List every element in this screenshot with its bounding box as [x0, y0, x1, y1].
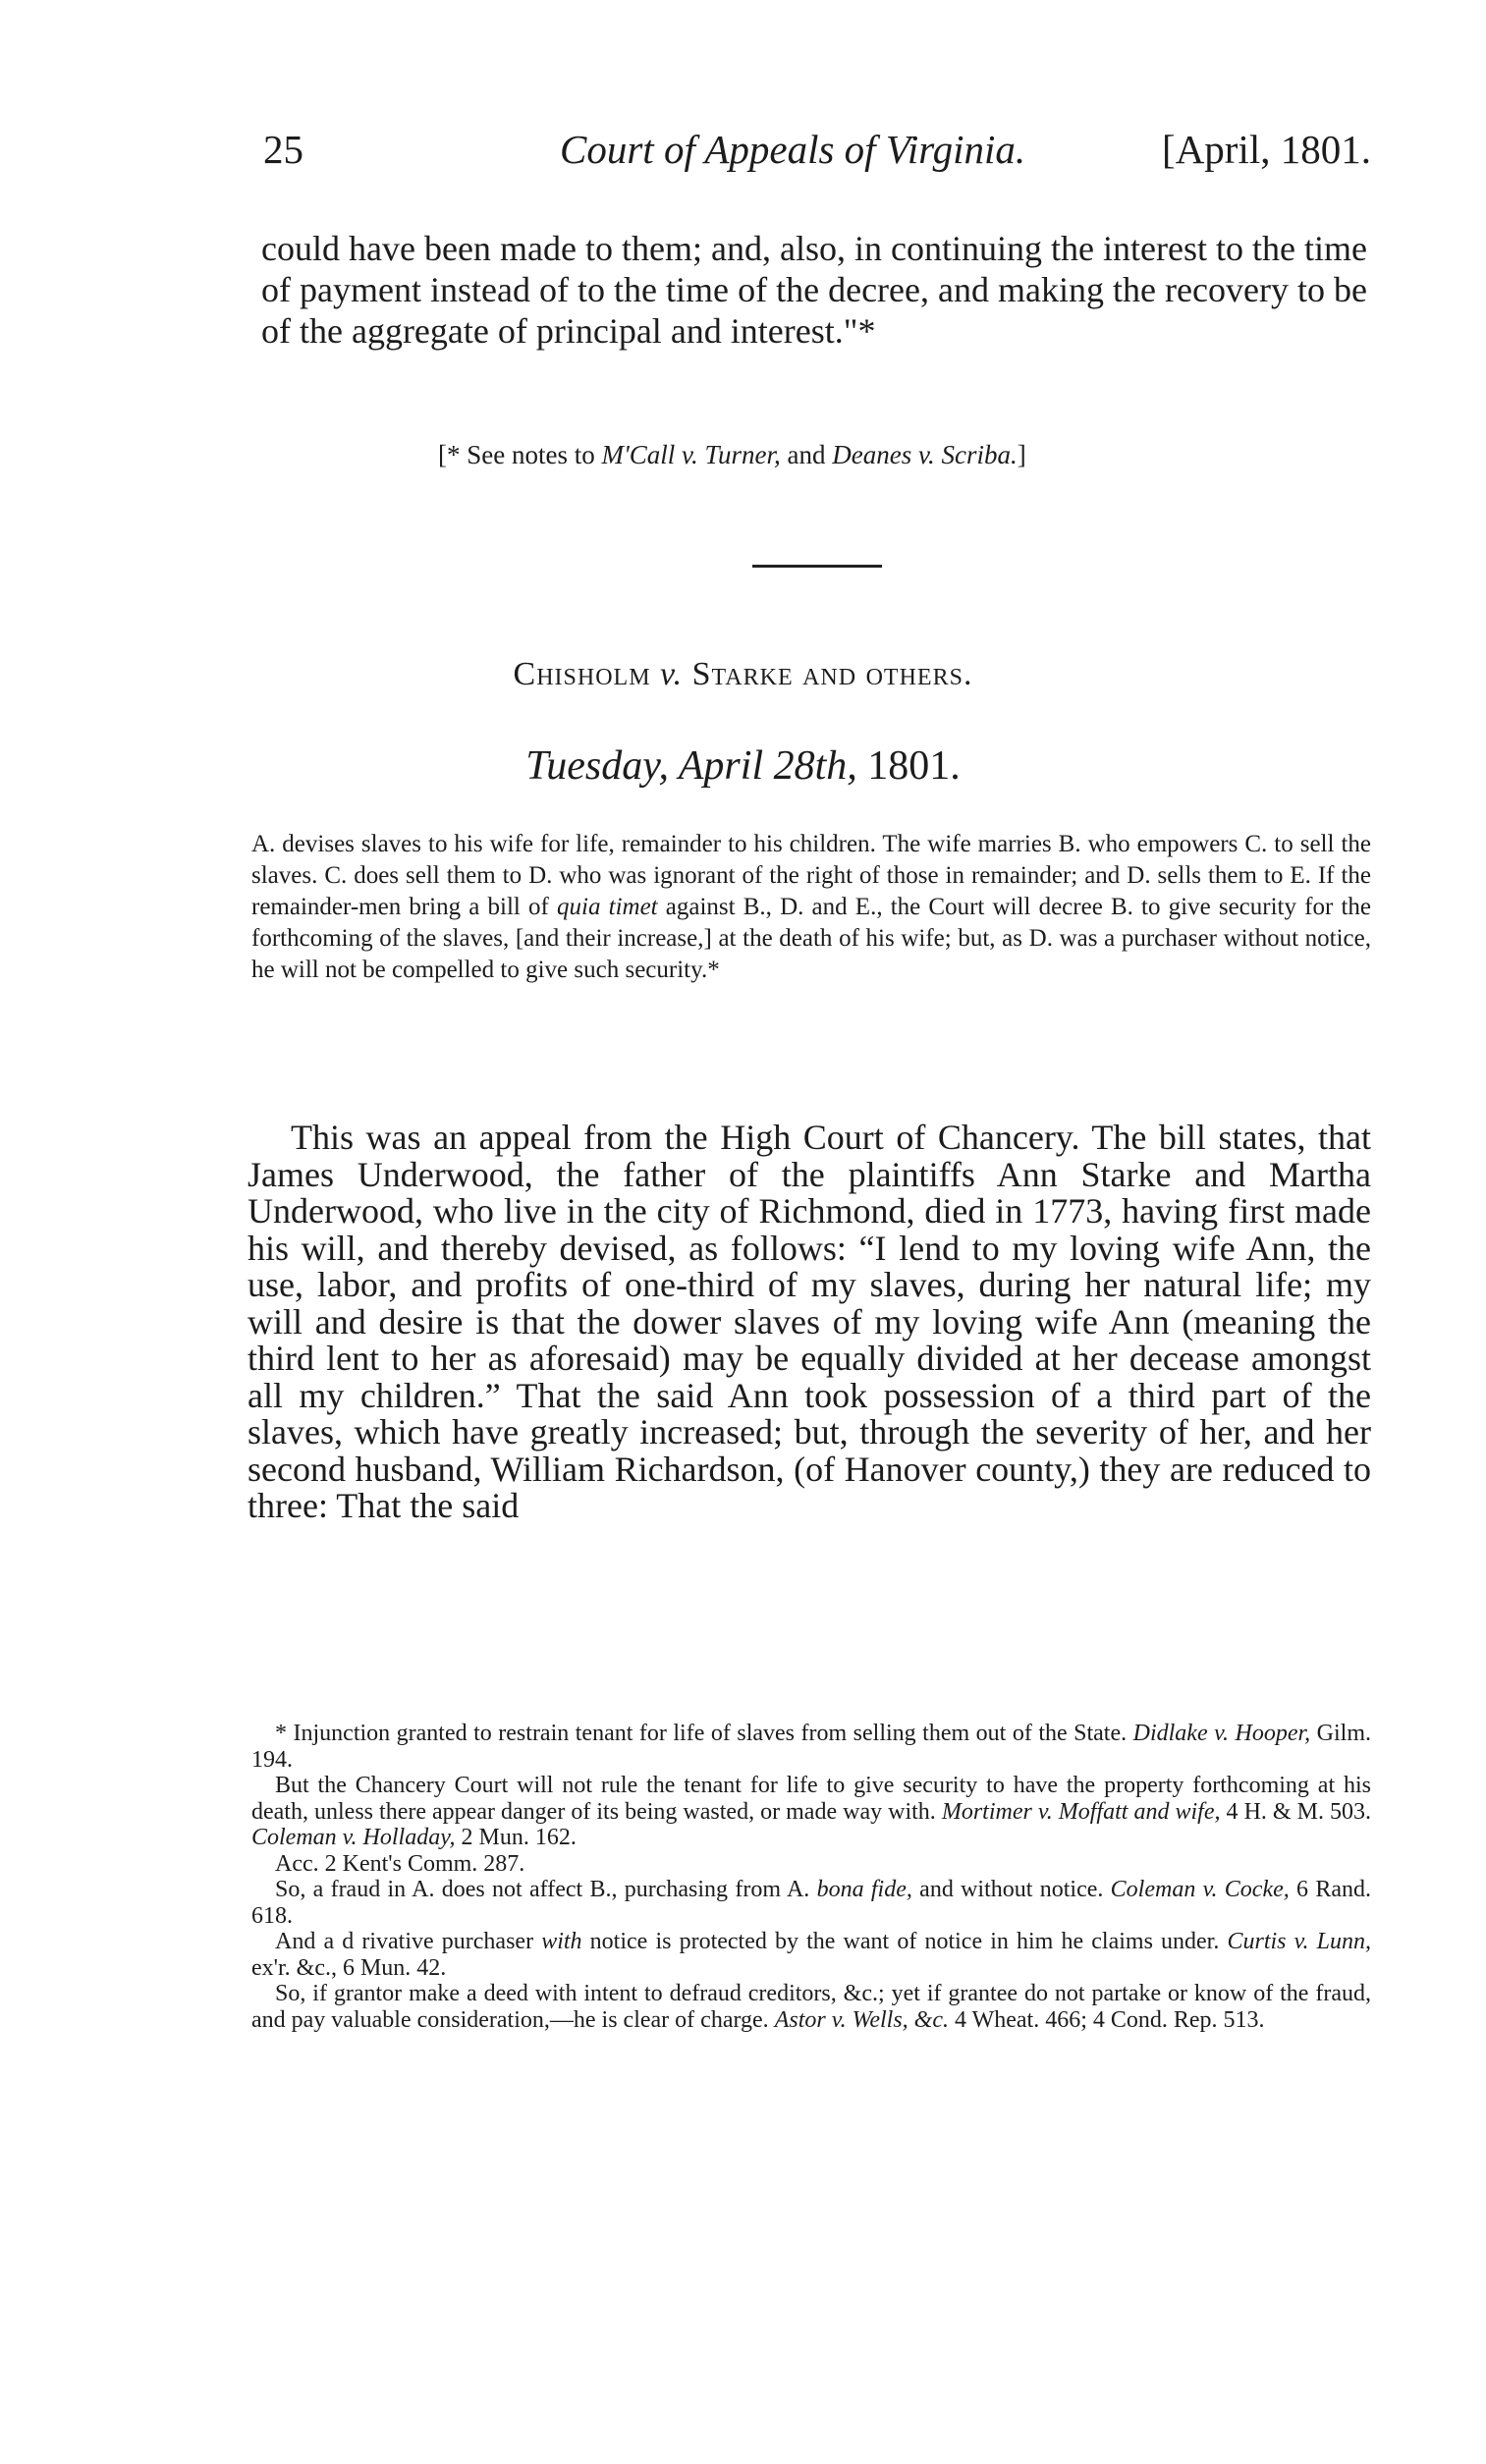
footnote-text: Acc. 2 Kent's Comm. 287.: [275, 1850, 525, 1877]
page-number: 25: [263, 127, 303, 172]
running-title: Court of Appeals of Virginia.: [560, 127, 1026, 172]
body-paragraph: This was an appeal from the High Court of Chancery. The bill states, that James Underwood, the father of the plaintiffs Ann Starke and Martha Underwood, who live in the city of Richmond, died in 1773, having first made his will, and thereby devised, as follows: “I lend to my loving wife Ann, the use, labor, and profits of one-third of my slaves, during her natural life; my will and desire is that the dower slaves of my loving wife Ann (meaning the third lent to her as aforesaid) may be equally divided at her decease amongst all my children.” That the said Ann took possession of a third part of the slaves, which have greatly increased; but, through the severity of her, and her second husband, William Richardson, (of Hanover county,) they are reduced to three: That the said: [248, 1118, 1371, 1525]
reference-case-2: Deanes v. Scriba.: [832, 440, 1018, 469]
reference-note: [438, 440, 1322, 470]
case-date: [0, 742, 1486, 790]
footnote-text: and without notice.: [911, 1877, 1111, 1902]
footnote-text: notice is protected by the want of notice in him he claims under.: [581, 1929, 1228, 1954]
footnote-citation: Coleman v. Cocke,: [1110, 1877, 1290, 1902]
case-title: [0, 656, 1486, 693]
reference-note-suffix: ]: [1017, 440, 1026, 469]
footnote-citation: Didlake v. Hooper,: [1132, 1721, 1311, 1746]
footnote-citation: Astor v. Wells, &c.: [774, 2006, 950, 2033]
footnote-text: 4 H. & M. 503.: [1220, 1798, 1371, 1825]
footnote-text: ex'r. &c., 6 Mun. 42.: [251, 1954, 447, 1981]
footnote-text: 6 Rand. 618.: [251, 1877, 1371, 1929]
footnote-text: So, if grantor make a deed with intent to defraud creditors, &c.; yet if grantee do not partake or know of the fraud, and pay valuable consideration,—he is clear of charge.: [251, 1981, 1371, 2033]
footnote-citation: bona fide,: [816, 1877, 912, 1902]
headnote: [251, 829, 1371, 986]
footnote: [251, 1773, 1371, 1851]
footnote-text: But the Chancery Court will not rule the tenant for life to give security to have the property forthcoming at his death, unless there appear danger of its being wasted, or made way with.: [251, 1773, 1371, 1825]
reference-case-1: M'Call v. Turner,: [601, 440, 781, 469]
reference-note-mid: and: [780, 440, 833, 469]
footnote-text: And a d rivative purchaser: [275, 1929, 542, 1954]
section-divider: [752, 565, 882, 568]
footnote-citation: Coleman v. Holladay,: [251, 1825, 456, 1850]
footnotes: [251, 1721, 1371, 2033]
headnote-part-1: A. devises slaves to his wife for life, remainder to his children. The wife marries B. who empowers C. to sell the slaves. C. does sell them to D. who was ignorant of the right of those in remainder; and D. sells them to E. If the remainder-men bring a bill of: [251, 831, 1371, 920]
footnote-text: 2 Mun. 162.: [455, 1825, 577, 1850]
case-title-versus: v.: [660, 656, 684, 692]
reference-note-prefix: [* See notes to: [438, 440, 602, 469]
running-date: [April, 1801.: [1162, 127, 1371, 172]
footnote-text: Gilm. 194.: [251, 1721, 1371, 1773]
footnote-text: So, a fraud in A. does not affect B., purchasing from A.: [275, 1877, 817, 1902]
footnote-citation: with: [541, 1929, 582, 1954]
continuation-paragraph: could have been made to them; and, also, in continuing the interest to the time of payment instead of to the time of the decree, and making the recovery to be of the aggregate of principal and interest."*: [261, 229, 1367, 351]
footnote-citation: Curtis v. Lunn,: [1227, 1929, 1371, 1954]
footnote-text: * Injunction granted to restrain tenant for life of slaves from selling them out of the State.: [275, 1721, 1133, 1746]
footnote: [251, 1851, 1371, 1878]
case-date-year: 1801.: [856, 743, 961, 789]
footnote: [251, 1981, 1371, 2033]
running-header: [263, 126, 1371, 185]
footnote: [251, 1929, 1371, 1981]
headnote-part-2: against B., D. and E., the Court will decree B. to give security for the forthcoming of the slaves, [and their increase,] at the death of his wife; but, as D. was a purchaser without notice, he will not be compelled to give such security.*: [251, 894, 1371, 983]
footnote: [251, 1721, 1371, 1773]
footnote-citation: Mortimer v. Moffatt and wife,: [941, 1798, 1221, 1825]
footnote-text: 4 Wheat. 466; 4 Cond. Rep. 513.: [949, 2006, 1265, 2033]
case-title-defendants: Starke and others.: [691, 656, 973, 692]
footnote: [251, 1877, 1371, 1929]
headnote-latin-term: quia timet: [557, 894, 658, 920]
case-title-plaintiff: Chisholm: [513, 656, 651, 692]
case-date-day: Tuesday, April 28th,: [525, 743, 857, 789]
